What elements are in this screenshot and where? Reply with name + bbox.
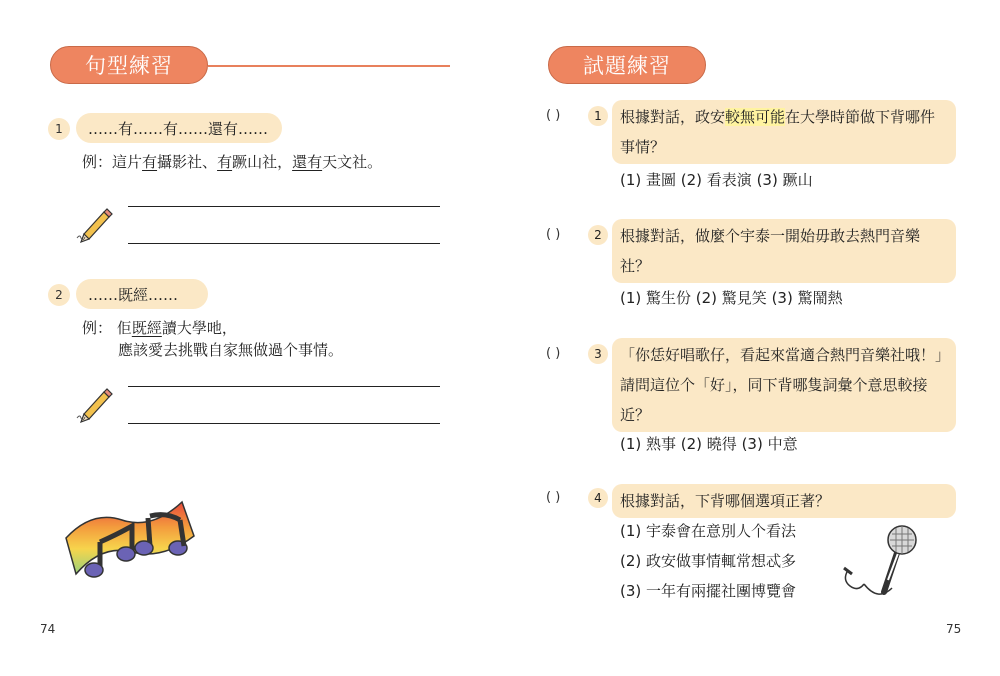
answer-paren[interactable]: ( ) (546, 346, 561, 361)
question-3: 「你恁好唱歌仔，看起來當適合熱門音樂社哦！」請問這位个「好」，同下背哪隻詞彙个意思較接近？ (612, 338, 956, 432)
question-4: 根據對話，下背哪個選項正著？ (612, 484, 956, 518)
pattern-2: ……既經…… (76, 279, 208, 309)
question-4-option-1: (1) 宇泰會在意別人个看法 (620, 522, 797, 540)
answer-paren[interactable]: ( ) (546, 227, 561, 242)
question-2-options: (1) 驚生份 (2) 驚見笑 (3) 驚鬧熱 (620, 289, 843, 307)
pattern-number-1: 1 (48, 118, 70, 140)
pattern-1: ……有……有……還有…… (76, 113, 282, 143)
question-2: 根據對話，做麼个宇泰一開始毋敢去熱門音樂社？ (612, 219, 956, 283)
left-title-rule (208, 65, 450, 67)
question-highlight: 較無可能 (725, 108, 786, 126)
microphone-icon (838, 522, 928, 602)
right-section-title: 試題練習 (548, 46, 706, 84)
pencil-icon (74, 384, 114, 424)
question-4-option-3: (3) 一年有兩擺社團博覽會 (620, 582, 797, 600)
question-1: 根據對話，政安較無可能在大學時節做下背哪件事情？ (612, 100, 956, 164)
answer-paren[interactable]: ( ) (546, 108, 561, 123)
pattern-number-2: 2 (48, 284, 70, 306)
example-1: 例：這片有攝影社、有蹶山社，還有天文社。 (82, 153, 383, 171)
question-number: 2 (588, 225, 608, 245)
answer-paren[interactable]: ( ) (546, 490, 561, 505)
example-2-line-1: 例： 佢既經讀大學吔， (82, 319, 237, 337)
page-number-right: 75 (946, 622, 962, 636)
question-number: 4 (588, 488, 608, 508)
question-1-options: (1) 畫圖 (2) 看表演 (3) 蹶山 (620, 171, 813, 189)
example-2-line-2: 應該愛去挑戰自家無做過个事情。 (118, 341, 344, 359)
writing-line[interactable] (128, 386, 440, 387)
page-number-left: 74 (40, 622, 56, 636)
question-4-option-2: (2) 政安做事情輒常想忒多 (620, 552, 797, 570)
writing-line[interactable] (128, 423, 440, 424)
question-3-options: (1) 熟事 (2) 曉得 (3) 中意 (620, 435, 798, 453)
writing-line[interactable] (128, 243, 440, 244)
question-number: 1 (588, 106, 608, 126)
music-notes-icon (62, 490, 202, 585)
question-number: 3 (588, 344, 608, 364)
pencil-icon (74, 204, 114, 244)
left-section-title: 句型練習 (50, 46, 208, 84)
writing-line[interactable] (128, 206, 440, 207)
